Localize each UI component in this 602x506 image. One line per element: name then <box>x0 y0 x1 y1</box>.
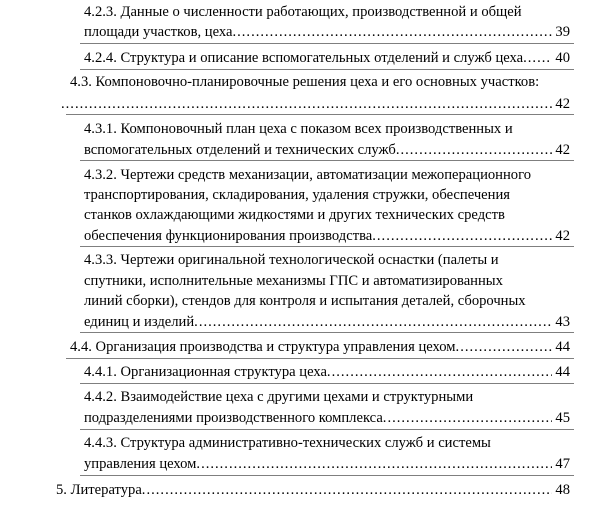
toc-page-number: 45 <box>555 410 570 426</box>
toc-entry-text: 4.2.3. Данные о численности работающих, производственной и общей <box>84 4 522 20</box>
entry-divider <box>80 69 574 70</box>
entry-divider <box>80 475 574 476</box>
dot-leader <box>332 361 553 383</box>
toc-page-number: 42 <box>555 142 570 158</box>
toc-entry-text: 4.3.1. Компоновочный план цеха с показом всех производственных и <box>84 121 513 137</box>
toc-page-number: 44 <box>555 339 570 355</box>
toc-entry-text: 4.3.2. Чертежи средств механизации, автоматизации межоперационного <box>84 167 532 183</box>
toc-entry-text: обеспечения функционирования производства. <box>84 228 376 244</box>
dot-leader <box>460 336 552 358</box>
toc-entry-text: станков охлаждающими жидкостями и других технических средств <box>84 207 505 223</box>
toc-entry-text: 4.4. Организация производства и структура управления цехом. <box>70 339 460 355</box>
toc-entry-text: 4.4.3. Структура административно-технических служб и системы <box>84 435 491 451</box>
dot-leader <box>199 311 553 333</box>
toc-entry-text: площади участков, цеха. <box>84 24 237 40</box>
toc-entry-leader-line <box>84 139 570 161</box>
dot-leader <box>377 225 553 247</box>
toc-entry-text: вспомогательных отделений и технических служб. <box>84 142 400 158</box>
toc-entry-text: 4.4.2. Взаимодействие цеха с другими цехами и структурными <box>84 389 474 405</box>
dot-leader <box>528 47 553 69</box>
entry-divider <box>80 160 574 161</box>
entry-divider <box>80 43 574 44</box>
toc-entry-text: транспортирования, складирования, удаления стружки, обеспечения <box>84 187 510 203</box>
toc-entry-text: 4.3. Компоновочно-планировочные решения цеха и его основных участков: <box>70 74 540 90</box>
toc-entry-leader-line <box>84 47 570 69</box>
toc-page-number: 47 <box>555 456 570 472</box>
entry-divider <box>80 246 574 247</box>
entry-divider <box>80 383 574 384</box>
toc-page-number: 42 <box>555 96 570 112</box>
toc-entry-text: подразделениями производственного комплекса. <box>84 410 387 426</box>
dot-leader <box>237 21 552 43</box>
toc-entry-leader-line <box>84 311 570 333</box>
dot-leader <box>201 453 552 475</box>
entry-divider <box>80 332 574 333</box>
entry-divider <box>80 429 574 430</box>
toc-page-number: 48 <box>555 482 570 498</box>
toc-page-number: 44 <box>555 364 570 380</box>
toc-entry-text: спутники, исполнительные механизмы ГПС и автоматизированных <box>84 273 503 289</box>
toc-page-number: 43 <box>555 314 570 330</box>
toc-entry-text: единиц и изделий. <box>84 314 198 330</box>
entry-divider <box>66 114 574 115</box>
toc-entry-leader-line <box>84 225 570 247</box>
toc-entry-text: 4.4.1. Организационная структура цеха. <box>84 364 331 380</box>
dot-leader <box>387 407 552 429</box>
dot-leader <box>400 139 552 161</box>
toc-entry-leader-line <box>60 93 570 115</box>
toc-entry-leader-line <box>84 21 570 43</box>
dot-leader <box>146 479 552 501</box>
toc-entry-text: управления цехом. <box>84 456 201 472</box>
toc-entry-leader-line <box>84 453 570 475</box>
dot-leader <box>61 93 552 115</box>
toc-entry-text: линий сборки), стендов для контроля и испытания деталей, сборочных <box>84 293 526 309</box>
toc-entry-text: 4.3.3. Чертежи оригинальной технологической оснастки (палеты и <box>84 252 499 268</box>
toc-entry-leader-line <box>56 479 570 501</box>
toc-page-number: 39 <box>555 24 570 40</box>
toc-entry-text: 4.2.4. Структура и описание вспомогательных отделений и служб цеха. <box>84 50 527 66</box>
toc-entry-text: 5. Литература. <box>56 482 146 498</box>
entry-divider <box>66 358 574 359</box>
toc-page-number: 40 <box>555 50 570 66</box>
toc-entry-leader-line <box>84 407 570 429</box>
toc-page-number: 42 <box>555 228 570 244</box>
toc-entry-leader-line <box>70 336 570 358</box>
toc-entry-leader-line <box>84 361 570 383</box>
